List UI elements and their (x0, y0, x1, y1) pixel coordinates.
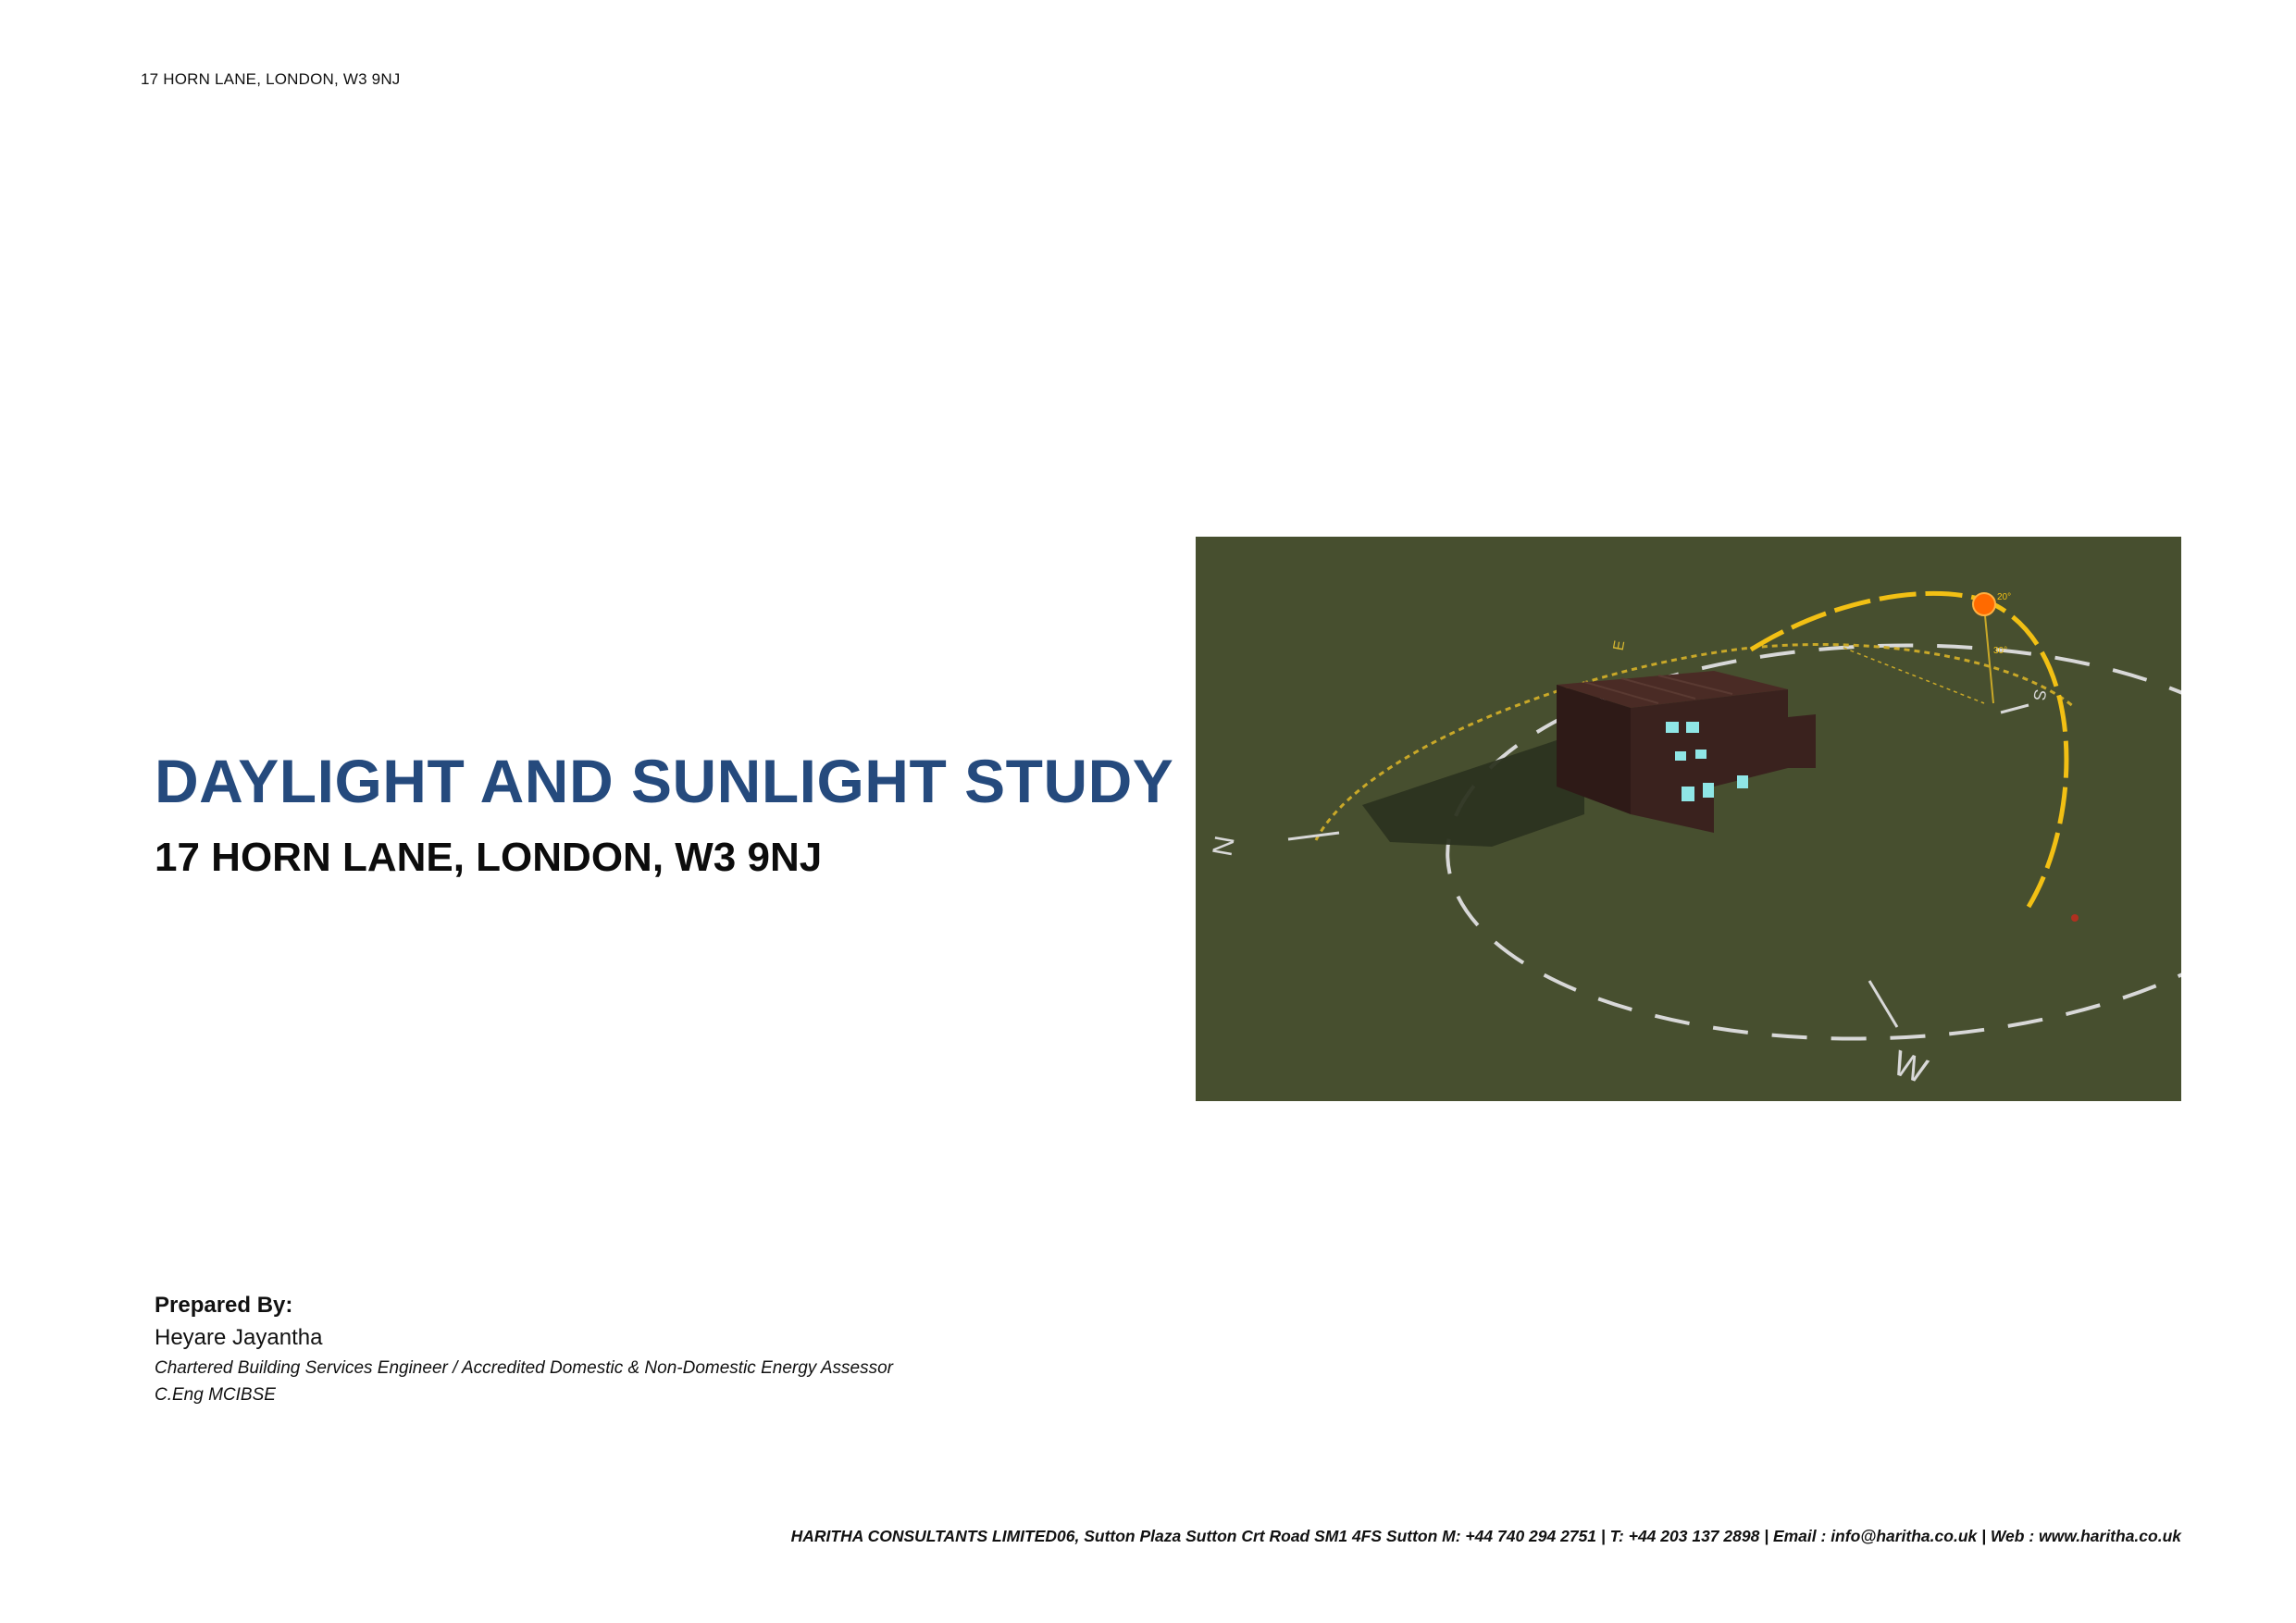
compass-east-label: E (1610, 638, 1629, 652)
sun-path-diagram-image (1196, 537, 2181, 1101)
compass-west-label: W (1887, 1043, 1932, 1092)
prepared-by-label: Prepared By: (155, 1293, 293, 1318)
author-role: Chartered Building Services Engineer / Accredited Domestic & Non-Domestic Energy Assessor (155, 1358, 893, 1378)
sun-icon (1973, 593, 1995, 615)
sun-angle-label-1: 20° (1997, 592, 2012, 602)
compass-north-label: N (1207, 833, 1241, 859)
page-subtitle: 17 HORN LANE, LONDON, W3 9NJ (155, 835, 823, 880)
compass-south-label: S (2029, 688, 2051, 702)
sun-angle-label-2: 30° (1993, 646, 2008, 656)
page-title: DAYLIGHT AND SUNLIGHT STUDY (155, 747, 1174, 815)
author-qualifications: C.Eng MCIBSE (155, 1385, 276, 1405)
header-address: 17 HORN LANE, LONDON, W3 9NJ (141, 70, 401, 88)
author-name: Heyare Jayantha (155, 1325, 323, 1350)
footer-contact: HARITHA CONSULTANTS LIMITED06, Sutton Plaza Sutton Crt Road SM1 4FS Sutton M: +44 740 294 2751 | T: +44 203 137 2898 | Email : info@haritha.co.uk | Web : www.haritha.co.uk (790, 1527, 2181, 1545)
sun-path-diagram (1196, 537, 2181, 1101)
